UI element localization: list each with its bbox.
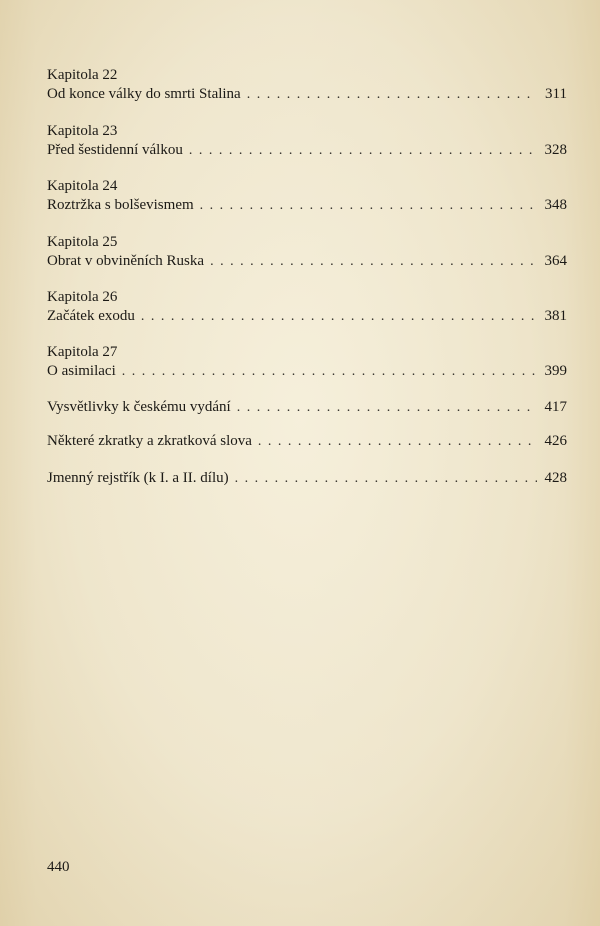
page-number: 428	[544, 470, 567, 486]
chapter-label: Kapitola 26	[47, 289, 118, 305]
chapter-title: Začátek exodu	[47, 308, 135, 324]
dot-leader	[258, 432, 537, 451]
toc-row	[47, 307, 567, 326]
page-number: 417	[544, 399, 567, 415]
toc-chapter-entry	[47, 66, 567, 104]
chapter-label: Kapitola 25	[47, 234, 118, 250]
dot-leader	[235, 469, 537, 488]
chapter-label: Kapitola 22	[47, 67, 118, 83]
dot-leader	[237, 398, 537, 417]
toc-chapter-entry	[47, 177, 567, 215]
toc-chapter-entry	[47, 288, 567, 326]
dot-leader	[141, 307, 537, 326]
chapter-title: Roztržka s bolševismem	[47, 197, 194, 213]
chapter-label: Kapitola 27	[47, 344, 118, 360]
toc-row	[47, 398, 567, 417]
toc-chapter-entry	[47, 343, 567, 381]
appendix-title: Jmenný rejstřík (k I. a II. dílu)	[47, 470, 229, 486]
dot-leader	[247, 85, 537, 104]
toc-row	[47, 85, 567, 104]
page-number: 364	[544, 253, 567, 269]
toc-chapter-entry	[47, 233, 567, 271]
dot-leader	[122, 362, 537, 381]
appendix-title: Některé zkratky a zkratková slova	[47, 433, 252, 449]
folio-page-number: 440	[47, 859, 70, 875]
toc-row	[47, 196, 567, 215]
dot-leader	[210, 252, 537, 271]
chapter-title: Obrat v obviněních Ruska	[47, 253, 205, 269]
toc-row	[47, 362, 567, 381]
toc-row	[47, 252, 567, 271]
chapter-label: Kapitola 23	[47, 123, 118, 139]
toc-row	[47, 141, 567, 160]
appendix-title: Vysvětlivky k českému vydání	[47, 399, 231, 415]
toc-row	[47, 469, 567, 488]
chapter-title: Před šestidenní válkou	[47, 142, 183, 158]
page-number: 426	[544, 433, 567, 449]
chapter-label: Kapitola 24	[47, 178, 118, 194]
page-number: 381	[544, 308, 567, 324]
toc-appendix-entry	[47, 432, 567, 451]
dot-leader	[189, 141, 537, 160]
toc-appendix-entry	[47, 469, 567, 488]
chapter-title: O asimilaci	[47, 363, 116, 379]
toc-row	[47, 432, 567, 451]
page-number: 328	[544, 142, 567, 158]
dot-leader	[200, 196, 537, 215]
page-number: 399	[544, 363, 567, 379]
page-number: 311	[545, 86, 567, 102]
toc-appendix-entry	[47, 398, 567, 417]
chapter-title: Od konce války do smrti Stalina	[47, 86, 241, 102]
page-number: 348	[544, 197, 567, 213]
toc-chapter-entry	[47, 122, 567, 160]
